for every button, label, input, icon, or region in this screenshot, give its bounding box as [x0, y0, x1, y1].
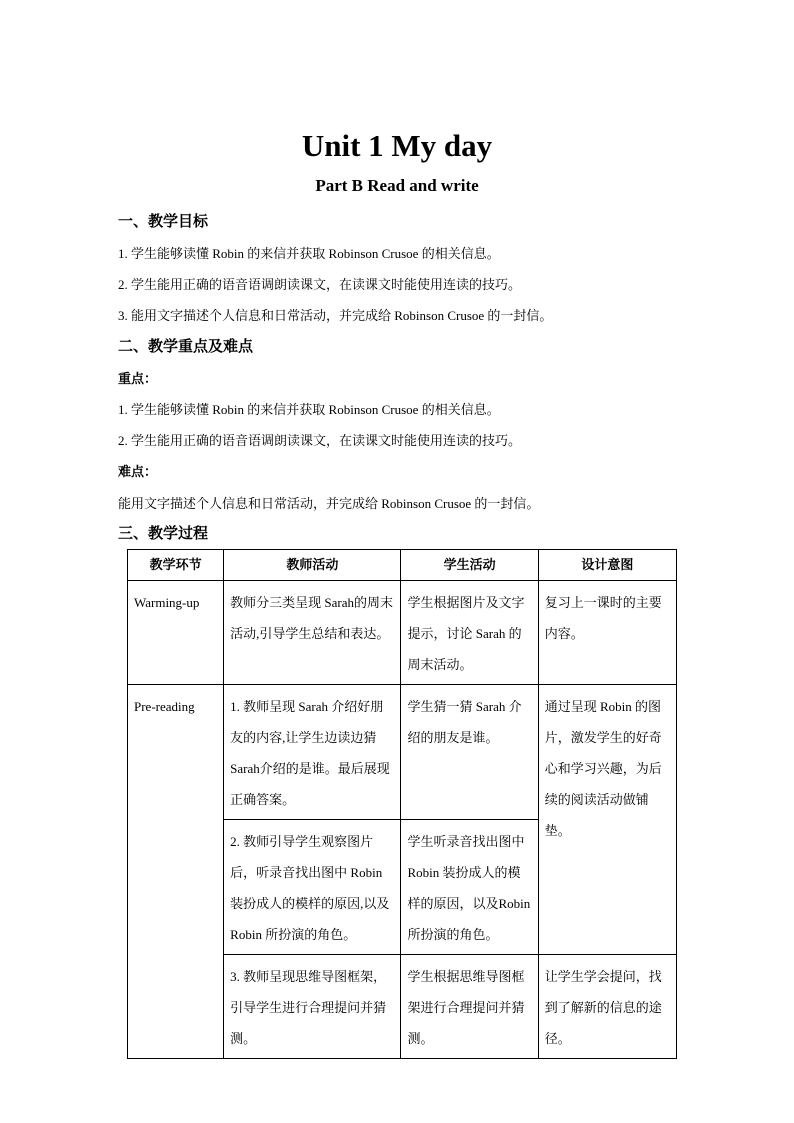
page-title: Unit 1 My day	[301, 128, 493, 163]
teacher-activity-cell: 教师分三类呈现 Sarah的周末活动,引导学生总结和表达。	[224, 581, 401, 685]
student-activity-cell: 学生听录音找出图中Robin 装扮成人的模样的原因，以及Robin 所扮演的角色。	[401, 820, 538, 955]
objective-item: 3. 能用文字描述个人信息和日常活动，并完成给 Robinson Crusoe 的一封信。	[118, 308, 553, 323]
teaching-process-table	[127, 549, 677, 1059]
stage-cell: Pre-reading	[128, 685, 224, 1059]
design-intent-cell: 通过呈现 Robin 的图片，激发学生的好奇心和学习兴趣，为后续的阅读活动做铺垫。	[538, 685, 676, 955]
objective-item: 1. 学生能够读懂 Robin 的来信并获取 Robinson Crusoe 的相关信息。	[118, 246, 500, 261]
teacher-activity-cell: 2. 教师引导学生观察图片后，听录音找出图中 Robin 装扮成人的模样的原因,以及 Robin 所扮演的角色。	[224, 820, 401, 955]
student-activity-cell: 学生猜一猜 Sarah 介绍的朋友是谁。	[401, 685, 538, 820]
student-activity-cell: 学生根据图片及文字提示，讨论 Sarah 的周末活动。	[401, 581, 538, 685]
difficult-point-text: 能用文字描述个人信息和日常活动，并完成给 Robinson Crusoe 的一封信。	[118, 496, 540, 511]
teacher-activity-cell: 3. 教师呈现思维导图框架，引导学生进行合理提问并猜测。	[224, 955, 401, 1059]
header-student-activity: 学生活动	[401, 550, 538, 581]
design-intent-cell: 复习上一课时的主要内容。	[538, 581, 676, 685]
key-point-item: 1. 学生能够读懂 Robin 的来信并获取 Robinson Crusoe 的相关信息。	[118, 402, 500, 417]
difficult-points-label: 难点：	[118, 464, 158, 479]
header-stage: 教学环节	[128, 550, 224, 581]
key-point-item: 2. 学生能用正确的语音语调朗读课文，在读课文时能使用连读的技巧。	[118, 433, 522, 448]
table-row	[128, 581, 677, 685]
stage-cell: Warming-up	[128, 581, 224, 685]
student-activity-cell: 学生根据思维导图框架进行合理提问并猜测。	[401, 955, 538, 1059]
section-heading-key-points: 二、教学重点及难点	[118, 339, 254, 355]
design-intent-cell: 让学生学会提问，找到了解新的信息的途径。	[538, 955, 676, 1059]
header-teacher-activity: 教师活动	[224, 550, 401, 581]
table-header-row	[128, 550, 677, 581]
table-row	[128, 685, 677, 820]
key-points-label: 重点：	[118, 371, 158, 386]
objective-item: 2. 学生能用正确的语音语调朗读课文，在读课文时能使用连读的技巧。	[118, 277, 522, 292]
section-heading-process: 三、教学过程	[118, 526, 209, 542]
teacher-activity-cell: 1. 教师呈现 Sarah 介绍好朋友的内容,让学生边读边猜 Sarah介绍的是谁。最后展现正确答案。	[224, 685, 401, 820]
section-heading-objectives: 一、教学目标	[118, 214, 209, 230]
header-design-intent: 设计意图	[538, 550, 676, 581]
page-subtitle: Part B Read and write	[315, 176, 479, 195]
